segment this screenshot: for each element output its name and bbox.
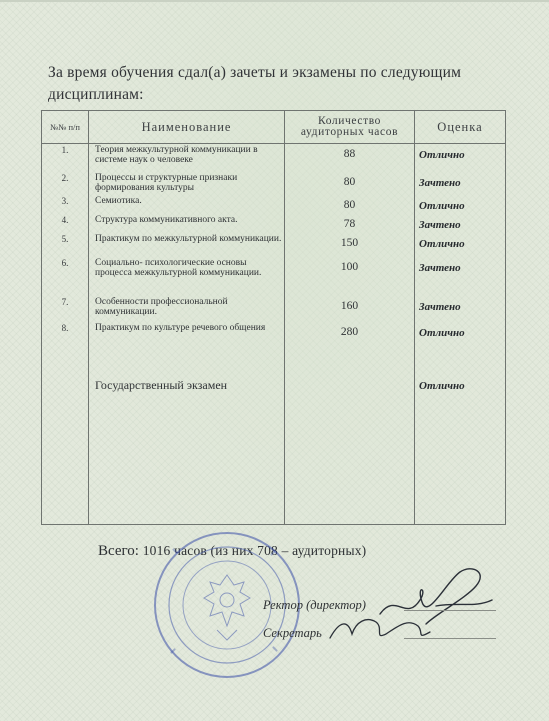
row-hours: 160 [285,296,415,322]
row-grade: Отлично [419,237,465,250]
intro-text [48,62,518,106]
header-name: Наименование [89,111,285,144]
table-row [42,296,506,322]
state-exam-num [42,368,89,403]
empty-cell [415,403,506,525]
row-number: 7. [42,296,89,322]
row-grade: Отлично [419,199,465,212]
row-number: 1. [42,144,89,172]
row-grade: Зачтено [419,261,461,274]
rector-label: Ректор (директор) [263,598,366,612]
row-hours: 78 [285,214,415,233]
row-discipline-name: Практикум по культуре речевого общения [89,322,285,368]
rector-signature-line [404,610,496,611]
row-discipline-name: Теория межкультурной коммуникации в системе наук о человеке [89,144,285,172]
intro-line-2: дисциплинам: [48,86,144,103]
empty-cell [42,403,89,525]
row-discipline-name: Социально- психологические основы процесса межкультурной коммуникации. [89,257,285,296]
row-hours: 88 [285,144,415,172]
row-hours: 150 [285,233,415,257]
row-number: 2. [42,172,89,195]
grades-table [41,110,506,525]
state-exam-grade: Отлично [419,379,465,392]
header-num: №№ п/п [42,111,89,144]
row-number: 5. [42,233,89,257]
row-hours: 80 [285,172,415,195]
page-top-rule [0,0,549,2]
table-row [42,322,506,368]
row-number: 6. [42,257,89,296]
table-row [42,172,506,195]
table-header-row [42,111,506,144]
row-discipline-name: Семиотика. [89,195,285,215]
table-row [42,144,506,172]
row-grade: Отлично [419,149,465,161]
row-grade: Отлично [419,327,465,339]
state-exam-hours [285,368,415,403]
secretary-signature-line [404,638,496,639]
table-filler-row [42,403,506,525]
row-number: 3. [42,195,89,215]
totals-value: 1016 часов (из них 708 – аудиторных) [142,543,367,558]
totals-label: Всего: [98,543,139,559]
state-exam-row [42,368,506,403]
row-number: 4. [42,214,89,233]
row-discipline-name: Процессы и структурные признаки формирования культуры [89,172,285,195]
row-discipline-name: Особенности профессиональной коммуникации. [89,296,285,322]
empty-cell [89,403,285,525]
row-grade: Зачтено [419,300,461,313]
secretary-label: Секретарь [263,626,322,640]
table-row [42,214,506,233]
table-row [42,233,506,257]
header-hours: Количество аудиторных часов [285,111,415,144]
row-grade: Зачтено [419,176,461,189]
intro-line-1: За время обучения сдал(а) зачеты и экзамены по следующим [48,64,462,81]
empty-cell [285,403,415,525]
table-row [42,195,506,215]
row-hours: 80 [285,195,415,215]
row-grade: Зачтено [419,219,461,232]
state-exam-name: Государственный экзамен [89,368,285,403]
row-hours: 100 [285,257,415,296]
table-row [42,257,506,296]
row-discipline-name: Практикум по межкультурной коммуникации. [89,233,285,257]
row-discipline-name: Структура коммуникативного акта. [89,214,285,233]
row-hours: 280 [285,322,415,368]
secretary-signature [326,612,436,646]
row-number: 8. [42,322,89,368]
header-grade: Оценка [415,111,506,144]
